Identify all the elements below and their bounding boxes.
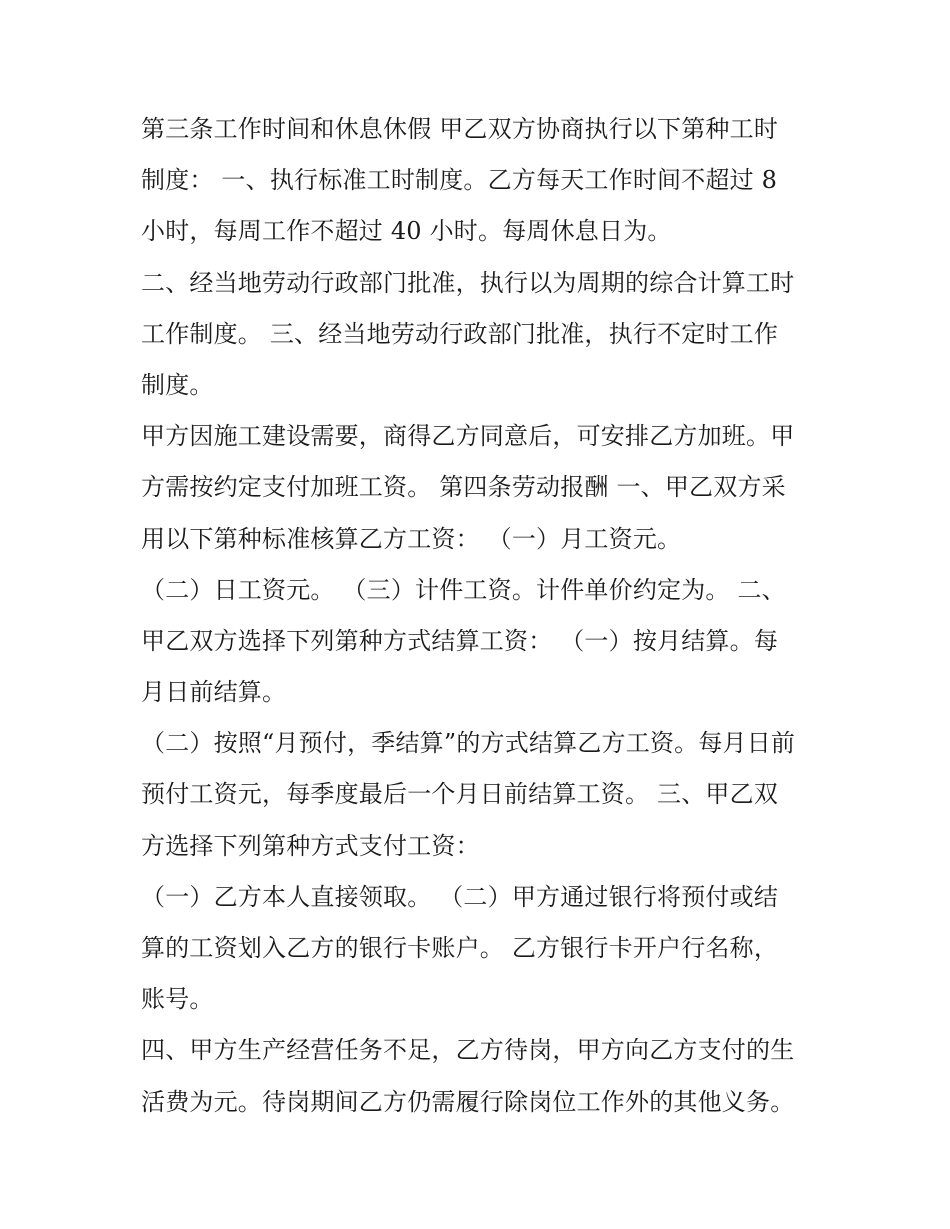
text-line: 甲乙双方选择下列第种方式结算工资： （一）按月结算。每 bbox=[141, 626, 779, 655]
text-line: （二）按照“月预付，季结算”的方式结算乙方工资。每月日前 bbox=[141, 729, 796, 758]
text-line: 四、甲方生产经营任务不足，乙方待岗，甲方向乙方支付的生 bbox=[141, 1036, 795, 1065]
text-line: 算的工资划入乙方的银行卡账户。 乙方银行卡开户行名称， bbox=[141, 934, 779, 962]
text-line: 方选择下列第种方式支付工资： bbox=[141, 831, 480, 860]
text-line: 用以下第种标准核算乙方工资： （一）月工资元。 bbox=[141, 524, 682, 553]
document-body bbox=[141, 104, 841, 1128]
text-line: （一）乙方本人直接领取。 （二）甲方通过银行将预付或结 bbox=[141, 882, 779, 911]
text-line: 账号。 bbox=[141, 985, 214, 1014]
text-line: 月日前结算。 bbox=[141, 678, 287, 707]
text-line: 活费为元。待岗期间乙方仍需履行除岗位工作外的其他义务。 bbox=[141, 1087, 795, 1116]
text-line: 方需按约定支付加班工资。 第四条劳动报酬 一、甲乙双方采 bbox=[141, 473, 786, 502]
text-line: （二）日工资元。 （三）计件工资。计件单价约定为。 二、 bbox=[141, 575, 786, 604]
text-line: 二、经当地劳动行政部门批准，执行以为周期的综合计算工时 bbox=[141, 268, 795, 297]
text-line: 工作制度。 三、经当地劳动行政部门批准，执行不定时工作 bbox=[141, 319, 779, 348]
text-line: 预付工资元，每季度最后一个月日前结算工资。 三、甲乙双 bbox=[141, 780, 779, 809]
text-line: 制度。 bbox=[141, 370, 214, 399]
text-line: 第三条工作时间和休息休假 甲乙双方协商执行以下第种工时 bbox=[141, 115, 779, 143]
text-line: 甲方因施工建设需要，商得乙方同意后，可安排乙方加班。甲 bbox=[141, 422, 795, 451]
text-line: 制度： 一、执行标准工时制度。乙方每天工作时间不超过 8 bbox=[141, 166, 778, 195]
text-line: 小时，每周工作不超过 40 小时。每周休息日为。 bbox=[141, 217, 672, 246]
